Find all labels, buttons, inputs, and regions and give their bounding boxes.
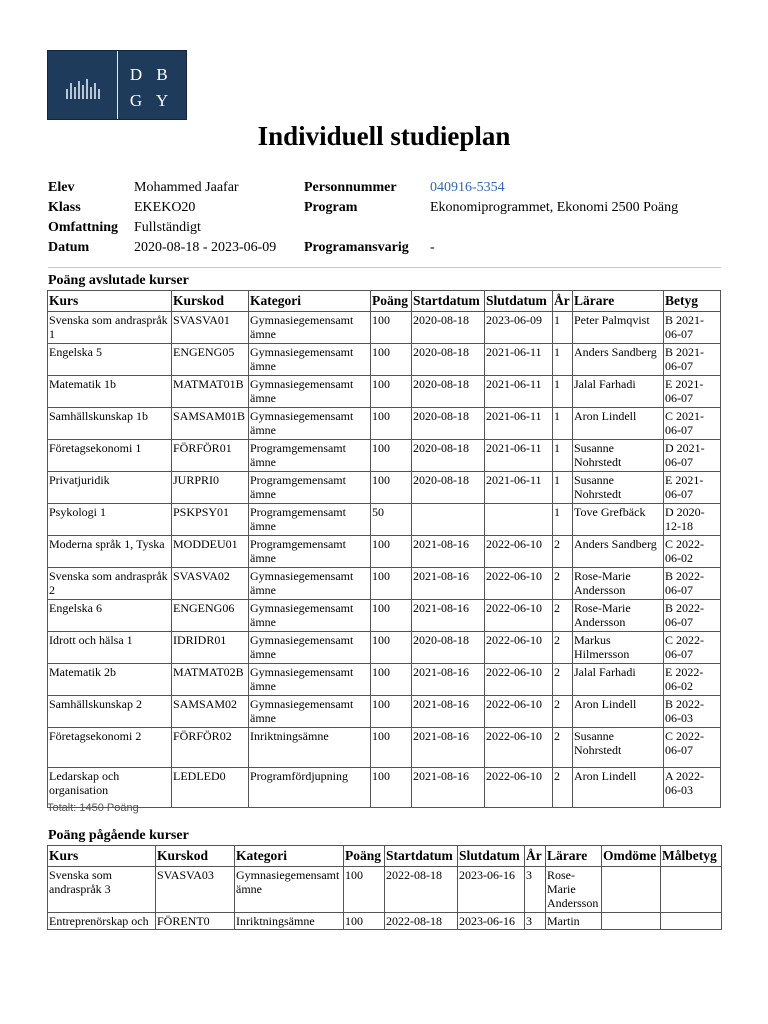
col-poang: Poäng — [371, 291, 412, 312]
table-cell: 1 — [553, 312, 573, 344]
table-row — [48, 376, 721, 408]
table-cell: Entreprenörskap och — [48, 913, 156, 930]
table-cell: Gymnasiegemensamt ämne — [249, 632, 371, 664]
table-cell: 2022-06-10 — [485, 568, 553, 600]
completed-total: Totalt: 1450 Poäng — [47, 802, 139, 814]
table-row — [48, 696, 721, 728]
table-cell: Aron Lindell — [573, 408, 664, 440]
table-cell: Rose-Marie Andersson — [573, 600, 664, 632]
table-cell: Samhällskunskap 1b — [48, 408, 172, 440]
completed-courses-table — [47, 290, 721, 808]
table-cell: Ledarskap och organisation — [48, 768, 172, 808]
col-betyg: Betyg — [664, 291, 721, 312]
table-cell: C 2022-06-02 — [664, 536, 721, 568]
table-cell: E 2021-06-07 — [664, 376, 721, 408]
table-cell: 100 — [344, 913, 385, 930]
table-cell: 100 — [371, 344, 412, 376]
ongoing-header-row — [48, 846, 722, 867]
table-cell: Gymnasiegemensamt ämne — [249, 408, 371, 440]
table-cell: B 2022-06-03 — [664, 696, 721, 728]
table-cell: 2021-06-11 — [485, 344, 553, 376]
table-cell: 100 — [371, 568, 412, 600]
table-cell: 2022-06-10 — [485, 696, 553, 728]
table-cell: E 2021-06-07 — [664, 472, 721, 504]
col-kurs: Kurs — [48, 291, 172, 312]
omfattning-value: Fullständigt — [134, 220, 201, 235]
table-cell: Anders Sandberg — [573, 344, 664, 376]
table-cell: C 2022-06-07 — [664, 728, 721, 768]
col-ar: År — [553, 291, 573, 312]
table-cell: Gymnasiegemensamt ämne — [235, 867, 344, 913]
table-cell: 2 — [553, 768, 573, 808]
col-omdome: Omdöme — [602, 846, 661, 867]
table-row — [48, 344, 721, 376]
table-cell: Programgemensamt ämne — [249, 536, 371, 568]
table-cell: 2 — [553, 632, 573, 664]
table-cell: 1 — [553, 472, 573, 504]
table-cell: 1 — [553, 408, 573, 440]
table-cell: 2022-06-10 — [485, 632, 553, 664]
table-cell: 100 — [371, 440, 412, 472]
col-slutdatum: Slutdatum — [485, 291, 553, 312]
table-cell: 2022-06-10 — [485, 536, 553, 568]
table-cell: 2020-08-18 — [412, 408, 485, 440]
table-cell: Aron Lindell — [573, 768, 664, 808]
table-cell: Gymnasiegemensamt ämne — [249, 696, 371, 728]
table-cell: Anders Sandberg — [573, 536, 664, 568]
table-row — [48, 504, 721, 536]
table-cell: Gymnasiegemensamt ämne — [249, 312, 371, 344]
table-row — [48, 536, 721, 568]
table-cell — [661, 913, 722, 930]
table-cell: Engelska 5 — [48, 344, 172, 376]
table-cell: 100 — [371, 536, 412, 568]
datum-value: 2020-08-18 - 2023-06-09 — [134, 240, 277, 255]
table-cell: Samhällskunskap 2 — [48, 696, 172, 728]
table-cell: D 2021-06-07 — [664, 440, 721, 472]
table-cell: 3 — [525, 867, 546, 913]
table-cell: Martin — [546, 913, 602, 930]
col-ar: År — [525, 846, 546, 867]
klass-value: EKEKO20 — [134, 200, 196, 215]
table-cell: Gymnasiegemensamt ämne — [249, 568, 371, 600]
table-cell: 2021-06-11 — [485, 408, 553, 440]
table-cell: 2021-06-11 — [485, 472, 553, 504]
table-cell: C 2022-06-07 — [664, 632, 721, 664]
elev-value: Mohammed Jaafar — [134, 180, 239, 195]
table-row — [48, 768, 721, 808]
table-cell: D 2020-12-18 — [664, 504, 721, 536]
table-cell: 2 — [553, 536, 573, 568]
table-cell: FÖRFÖR01 — [172, 440, 249, 472]
table-cell: Företagsekonomi 1 — [48, 440, 172, 472]
table-cell: 3 — [525, 913, 546, 930]
col-kurskod: Kurskod — [172, 291, 249, 312]
table-cell: B 2021-06-07 — [664, 312, 721, 344]
table-cell: 2020-08-18 — [412, 632, 485, 664]
table-row — [48, 728, 721, 768]
table-cell: Jalal Farhadi — [573, 376, 664, 408]
table-cell: LEDLED0 — [172, 768, 249, 808]
elev-label: Elev — [48, 180, 75, 195]
table-cell: Programgemensamt ämne — [249, 440, 371, 472]
table-cell: 1 — [553, 440, 573, 472]
table-cell: 2 — [553, 728, 573, 768]
table-cell: Matematik 1b — [48, 376, 172, 408]
omfattning-label: Omfattning — [48, 220, 118, 235]
logo-divider — [117, 51, 118, 119]
table-cell: 100 — [371, 632, 412, 664]
table-cell: FÖRFÖR02 — [172, 728, 249, 768]
table-cell: Programgemensamt ämne — [249, 472, 371, 504]
col-kurskod: Kurskod — [156, 846, 235, 867]
table-row — [48, 600, 721, 632]
table-cell: Matematik 2b — [48, 664, 172, 696]
table-cell: 2 — [553, 568, 573, 600]
table-cell: MATMAT02B — [172, 664, 249, 696]
table-cell: Svenska som andraspråk 3 — [48, 867, 156, 913]
table-cell: 100 — [371, 768, 412, 808]
table-cell: Programgemensamt ämne — [249, 504, 371, 536]
table-cell: 100 — [371, 600, 412, 632]
table-cell: Inriktningsämne — [249, 728, 371, 768]
table-cell: 2021-08-16 — [412, 536, 485, 568]
table-cell: 2022-06-10 — [485, 600, 553, 632]
table-cell: 100 — [371, 664, 412, 696]
table-cell: B 2022-06-07 — [664, 568, 721, 600]
col-kategori: Kategori — [249, 291, 371, 312]
table-cell: PSKPSY01 — [172, 504, 249, 536]
table-cell: SVASVA03 — [156, 867, 235, 913]
table-cell: 2022-08-18 — [385, 913, 458, 930]
table-cell: Jalal Farhadi — [573, 664, 664, 696]
table-cell: SVASVA01 — [172, 312, 249, 344]
table-cell: 1 — [553, 344, 573, 376]
table-cell: Inriktningsämne — [235, 913, 344, 930]
logo-letters: D B G Y — [129, 65, 169, 110]
table-cell: FÖRENT0 — [156, 913, 235, 930]
table-cell: 2020-08-18 — [412, 344, 485, 376]
table-cell — [661, 867, 722, 913]
table-cell: Rose-Marie Andersson — [573, 568, 664, 600]
table-cell: B 2021-06-07 — [664, 344, 721, 376]
table-cell: 2021-08-16 — [412, 768, 485, 808]
table-cell: E 2022-06-02 — [664, 664, 721, 696]
table-cell: Susanne Nohrstedt — [573, 440, 664, 472]
table-row — [48, 867, 722, 913]
personnummer-link[interactable]: 040916-5354 — [430, 180, 505, 195]
table-cell: Svenska som andraspråk 2 — [48, 568, 172, 600]
table-row — [48, 632, 721, 664]
table-cell: Rose-Marie Andersson — [546, 867, 602, 913]
table-cell: 2021-08-16 — [412, 696, 485, 728]
programansvarig-label: Programansvarig — [304, 240, 409, 255]
table-cell: SAMSAM02 — [172, 696, 249, 728]
table-cell: Aron Lindell — [573, 696, 664, 728]
klass-label: Klass — [48, 200, 81, 215]
table-cell: 2020-08-18 — [412, 312, 485, 344]
table-cell: 2023-06-16 — [458, 867, 525, 913]
program-label: Program — [304, 200, 358, 215]
table-cell: 2 — [553, 664, 573, 696]
table-cell: 2020-08-18 — [412, 440, 485, 472]
table-cell: Engelska 6 — [48, 600, 172, 632]
table-cell: Programfördjupning — [249, 768, 371, 808]
table-cell: Svenska som andraspråk 1 — [48, 312, 172, 344]
completed-header-row — [48, 291, 721, 312]
table-cell: Gymnasiegemensamt ämne — [249, 376, 371, 408]
table-cell: 100 — [371, 312, 412, 344]
table-cell: 2 — [553, 600, 573, 632]
table-cell: Psykologi 1 — [48, 504, 172, 536]
personnummer-label: Personnummer — [304, 180, 397, 195]
table-row — [48, 408, 721, 440]
table-cell: Susanne Nohrstedt — [573, 728, 664, 768]
table-cell: JURPRI0 — [172, 472, 249, 504]
col-startdatum: Startdatum — [385, 846, 458, 867]
student-info — [48, 180, 728, 260]
table-cell: MODDEU01 — [172, 536, 249, 568]
table-cell: 100 — [371, 696, 412, 728]
section-divider — [48, 267, 721, 268]
col-startdatum: Startdatum — [412, 291, 485, 312]
table-cell: 2023-06-16 — [458, 913, 525, 930]
table-cell: 2022-08-18 — [385, 867, 458, 913]
page-bottom-blank — [0, 932, 768, 1024]
table-cell: 50 — [371, 504, 412, 536]
table-cell: 1 — [553, 504, 573, 536]
table-cell: Tove Grefbäck — [573, 504, 664, 536]
completed-courses-title: Poäng avslutade kurser — [48, 273, 189, 288]
program-value: Ekonomiprogrammet, Ekonomi 2500 Poäng — [430, 200, 679, 215]
table-cell: SVASVA02 — [172, 568, 249, 600]
table-cell: B 2022-06-07 — [664, 600, 721, 632]
table-row — [48, 664, 721, 696]
table-cell — [412, 504, 485, 536]
table-cell: Privatjuridik — [48, 472, 172, 504]
table-row — [48, 568, 721, 600]
table-cell: 1 — [553, 376, 573, 408]
table-cell: Idrott och hälsa 1 — [48, 632, 172, 664]
table-cell: 2021-08-16 — [412, 568, 485, 600]
table-cell: 2023-06-09 — [485, 312, 553, 344]
table-cell: Markus Hilmersson — [573, 632, 664, 664]
page-title: Individuell studieplan — [257, 121, 511, 151]
table-cell: 100 — [371, 728, 412, 768]
table-cell: 2022-06-10 — [485, 768, 553, 808]
table-cell: ENGENG06 — [172, 600, 249, 632]
table-cell: Företagsekonomi 2 — [48, 728, 172, 768]
table-cell: IDRIDR01 — [172, 632, 249, 664]
col-larare: Lärare — [546, 846, 602, 867]
table-cell: 2021-08-16 — [412, 664, 485, 696]
col-kategori: Kategori — [235, 846, 344, 867]
col-slutdatum: Slutdatum — [458, 846, 525, 867]
col-kurs: Kurs — [48, 846, 156, 867]
table-cell: Gymnasiegemensamt ämne — [249, 600, 371, 632]
col-larare: Lärare — [573, 291, 664, 312]
table-cell: 2022-06-10 — [485, 664, 553, 696]
table-cell: C 2021-06-07 — [664, 408, 721, 440]
table-row — [48, 472, 721, 504]
table-cell: 2021-06-11 — [485, 440, 553, 472]
table-cell: Gymnasiegemensamt ämne — [249, 344, 371, 376]
table-cell: ENGENG05 — [172, 344, 249, 376]
table-cell: Gymnasiegemensamt ämne — [249, 664, 371, 696]
ongoing-courses-table — [47, 845, 722, 930]
table-cell: Moderna språk 1, Tyska — [48, 536, 172, 568]
table-cell: 2020-08-18 — [412, 472, 485, 504]
table-cell: MATMAT01B — [172, 376, 249, 408]
table-cell: Peter Palmqvist — [573, 312, 664, 344]
table-row — [48, 312, 721, 344]
table-cell: 2021-06-11 — [485, 376, 553, 408]
datum-label: Datum — [48, 240, 90, 255]
table-row — [48, 440, 721, 472]
table-cell: 2 — [553, 696, 573, 728]
programansvarig-value: - — [430, 240, 435, 255]
table-cell: 2021-08-16 — [412, 728, 485, 768]
table-cell: 2020-08-18 — [412, 376, 485, 408]
table-cell: 2022-06-10 — [485, 728, 553, 768]
ongoing-courses-title: Poäng pågående kurser — [48, 828, 189, 843]
table-cell — [485, 504, 553, 536]
table-cell — [602, 913, 661, 930]
col-malbetyg: Målbetyg — [661, 846, 722, 867]
table-cell — [602, 867, 661, 913]
table-cell: SAMSAM01B — [172, 408, 249, 440]
table-row — [48, 913, 722, 930]
table-cell: 100 — [371, 472, 412, 504]
table-cell: 100 — [371, 408, 412, 440]
table-cell: 2021-08-16 — [412, 600, 485, 632]
table-cell: 100 — [344, 867, 385, 913]
table-cell: A 2022-06-03 — [664, 768, 721, 808]
col-poang: Poäng — [344, 846, 385, 867]
school-logo — [47, 50, 187, 120]
table-cell: Susanne Nohrstedt — [573, 472, 664, 504]
table-cell: 100 — [371, 376, 412, 408]
logo-bars-icon — [66, 75, 102, 99]
